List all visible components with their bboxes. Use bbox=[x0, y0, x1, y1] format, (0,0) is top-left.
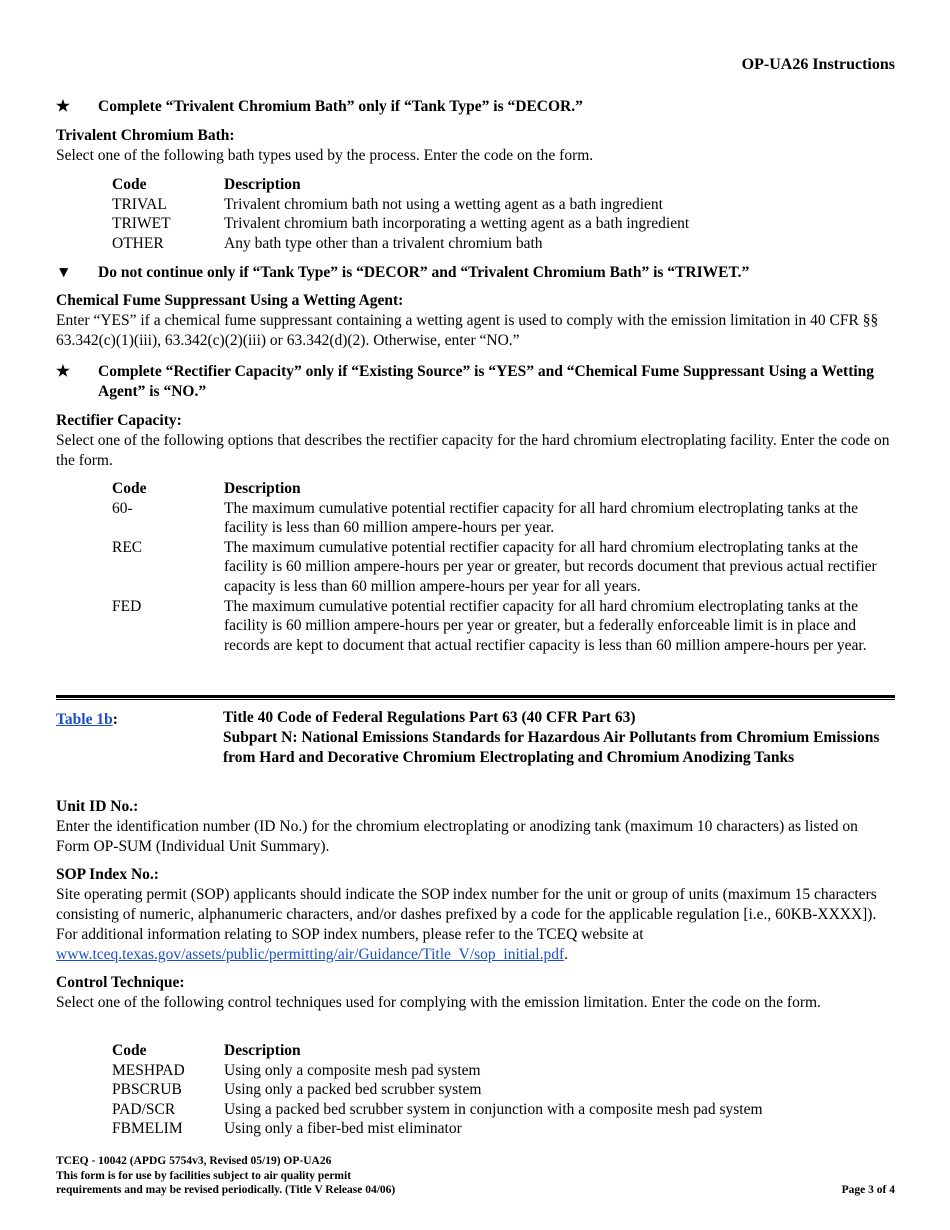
fume-suppressant-section bbox=[56, 291, 895, 351]
trivalent-code-table bbox=[112, 175, 895, 253]
label-colon: : bbox=[112, 711, 118, 728]
section-intro: Select one of the following control techniques used for complying with the emission limitation. Enter the code on the form. bbox=[56, 994, 821, 1011]
code-table-header bbox=[112, 479, 895, 499]
rectifier-section bbox=[56, 411, 895, 471]
code-column-header: Code bbox=[112, 480, 147, 497]
page-number: Page 3 of 4 bbox=[841, 1184, 895, 1196]
footer-note-line2: requirements and may be revised periodically. (Title V Release 04/06) bbox=[56, 1184, 396, 1196]
section-body: Enter the identification number (ID No.) for the chromium electroplating or anodizing tank (maximum 10 characters) as listed on Form OP-SUM (Individual Unit Summary). bbox=[56, 818, 858, 855]
code-row bbox=[112, 234, 895, 254]
description-column-header: Description bbox=[224, 480, 301, 497]
code-column-header: Code bbox=[112, 1042, 147, 1059]
code-description: Trivalent chromium bath incorporating a wetting agent as a bath ingredient bbox=[224, 215, 690, 233]
section-heading: Control Technique: bbox=[56, 974, 185, 991]
code-description: The maximum cumulative potential rectifier capacity for all hard chromium electroplating tanks at the facility is less than 60 million ampere-hours per year. bbox=[224, 499, 858, 537]
code-description: Using only a packed bed scrubber system bbox=[224, 1081, 482, 1099]
section-body: Enter “YES” if a chemical fume suppressant containing a wetting agent is used to comply with the emission limitation in 40 CFR §§ 63.342(c)(1)(iii), 63.342(c)(2)(iii) or 63.342(d)(2). Otherwise, enter “NO.” bbox=[56, 312, 879, 349]
code-row bbox=[112, 1080, 895, 1100]
sop-body-end: . bbox=[564, 946, 568, 963]
down-triangle-icon: ▼ bbox=[56, 264, 72, 281]
unit-id-section bbox=[56, 797, 895, 857]
code-description: The maximum cumulative potential rectifier capacity for all hard chromium electroplating tanks at the facility is 60 million ampere-hours per year or greater, but records document that previous actual rectifier capacity is less than 60 million ampere-hours per year for all years. bbox=[224, 538, 877, 595]
code-description: Using only a fiber-bed mist eliminator bbox=[224, 1120, 462, 1138]
code-row bbox=[112, 195, 895, 215]
footer-note-line1: This form is for use by facilities subject to air quality permit bbox=[56, 1169, 352, 1182]
code-description: Using a packed bed scrubber system in conjunction with a composite mesh pad system bbox=[224, 1100, 763, 1118]
instruction-note-trivalent bbox=[56, 97, 895, 117]
code-row bbox=[112, 538, 895, 597]
note-text: Complete “Rectifier Capacity” only if “Existing Source” is “YES” and “Chemical Fume Suppressant Using a Wetting Agent” is “NO.” bbox=[98, 363, 875, 400]
note-text: Do not continue only if “Tank Type” is “DECOR” and “Trivalent Chromium Bath” is “TRIWET.” bbox=[98, 264, 750, 281]
code-row bbox=[112, 1119, 895, 1139]
code-column-header: Code bbox=[112, 176, 147, 193]
code-value: FED bbox=[112, 597, 142, 615]
code-row bbox=[112, 499, 895, 538]
code-description: The maximum cumulative potential rectifier capacity for all hard chromium electroplating tanks at the facility is 60 million ampere-hours per year or greater, but a federally enforceable limit is in place and records are kept to document that actual rectifier capacity is less than 60 million ampere-hours per year. bbox=[224, 597, 867, 654]
section-divider bbox=[56, 695, 895, 700]
table-1b-label bbox=[56, 710, 118, 730]
table-1b-link[interactable]: Table 1b bbox=[56, 711, 113, 728]
code-row bbox=[112, 597, 895, 656]
control-code-table bbox=[112, 1041, 895, 1139]
code-value: TRIWET bbox=[112, 215, 171, 233]
code-value: PBSCRUB bbox=[112, 1081, 182, 1099]
section-heading: Rectifier Capacity: bbox=[56, 412, 182, 429]
section-intro: Select one of the following options that describes the rectifier capacity for the hard chromium electroplating facility. Enter the code on the form. bbox=[56, 432, 890, 469]
sop-index-section bbox=[56, 865, 895, 965]
trivalent-section bbox=[56, 126, 895, 166]
sop-guidance-link[interactable]: www.tceq.texas.gov/assets/public/permitting/air/Guidance/Title_V/sop_initial.pdf bbox=[56, 946, 565, 963]
code-table-header bbox=[112, 1041, 895, 1061]
section-heading: SOP Index No.: bbox=[56, 866, 159, 883]
code-description: Any bath type other than a trivalent chromium bath bbox=[224, 234, 543, 252]
code-table-header bbox=[112, 175, 895, 195]
footer-form-id: TCEQ - 10042 (APDG 5754v3, Revised 05/19) OP-UA26 bbox=[56, 1155, 332, 1167]
code-description: Trivalent chromium bath not using a wetting agent as a bath ingredient bbox=[224, 195, 663, 213]
table-title-line2: Subpart N: National Emissions Standards for Hazardous Air Pollutants from Chromium Emissions from Hard and Decorative Chromium Electroplating and Chromium Anodizing Tanks bbox=[223, 729, 880, 766]
code-value: REC bbox=[112, 538, 143, 556]
section-heading: Chemical Fume Suppressant Using a Wetting Agent: bbox=[56, 292, 404, 309]
sop-body-text: Site operating permit (SOP) applicants should indicate the SOP index number for the unit or group of units (maximum 15 characters consisting of numeric, alphanumeric characters, and/or dashes prefixed by a code for the applicable regulation [i.e., 60KB-XXXX]). For additional information relating to SOP index numbers, please refer to the TCEQ website at bbox=[56, 886, 877, 943]
code-value: 60- bbox=[112, 499, 133, 517]
table-title-line1: Title 40 Code of Federal Regulations Part 63 (40 CFR Part 63) bbox=[223, 709, 636, 726]
section-heading: Unit ID No.: bbox=[56, 798, 139, 815]
code-value: FBMELIM bbox=[112, 1120, 183, 1138]
control-technique-section bbox=[56, 973, 895, 1013]
description-column-header: Description bbox=[224, 1042, 301, 1059]
section-heading: Trivalent Chromium Bath: bbox=[56, 127, 235, 144]
section-intro: Select one of the following bath types used by the process. Enter the code on the form. bbox=[56, 147, 594, 164]
code-value: TRIVAL bbox=[112, 195, 167, 213]
code-row bbox=[112, 214, 895, 234]
code-description: Using only a composite mesh pad system bbox=[224, 1061, 481, 1079]
note-text: Complete “Trivalent Chromium Bath” only if “Tank Type” is “DECOR.” bbox=[98, 98, 583, 115]
page-header-title: OP-UA26 Instructions bbox=[741, 56, 895, 73]
code-value: OTHER bbox=[112, 234, 164, 252]
section-body bbox=[56, 885, 895, 965]
table-1b-heading bbox=[56, 708, 895, 768]
instruction-note-stop bbox=[56, 263, 895, 283]
rectifier-code-table bbox=[112, 479, 895, 655]
star-icon: ★ bbox=[56, 98, 70, 115]
code-row bbox=[112, 1100, 895, 1120]
code-value: MESHPAD bbox=[112, 1061, 185, 1079]
description-column-header: Description bbox=[224, 176, 301, 193]
instruction-note-rectifier bbox=[56, 362, 895, 402]
code-value: PAD/SCR bbox=[112, 1100, 176, 1118]
code-row bbox=[112, 1061, 895, 1081]
page-footer bbox=[56, 1154, 895, 1198]
star-icon: ★ bbox=[56, 363, 70, 380]
